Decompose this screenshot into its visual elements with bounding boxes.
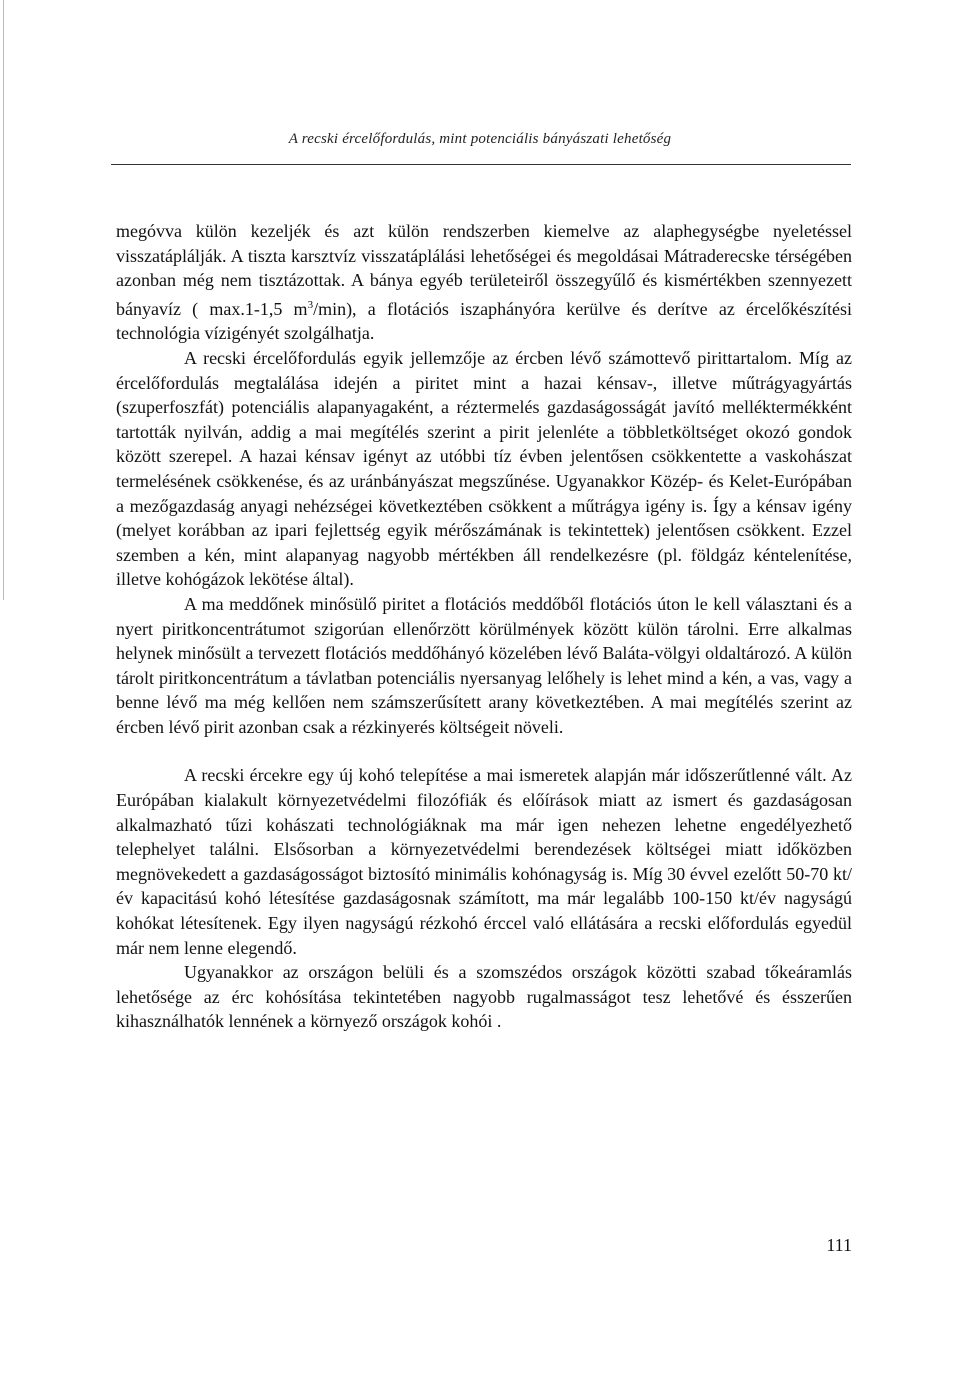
page-number: 111 <box>826 1235 852 1255</box>
paragraph-3: A ma meddőnek minősülő piritet a flotációs meddőből flotációs úton le kell választani és a nyert piritkoncentrátumot szigorúan ellenőrzött körülmények között külön tárolni. Erre alkalmas helynek minősült a tervezett flotációs meddőhányó közelében lévő Baláta-völgyi oldaltározó. A külön tárolt piritkoncentrátum a távlatban potenciális nyersanyag lelőhely is lehet mind a kén, a vas, vagy a benne lévő ma még kellően nem számszerűsített arany következtében. A mai megítélés szerint az ércben lévő pirit azonban csak a rézkinyerés költségeit növeli. <box>116 593 852 737</box>
running-header: A recski ércelőfordulás, mint potenciális bányászati lehetőség <box>288 131 672 147</box>
paragraph-1 <box>116 219 852 346</box>
paragraph-5: Ugyanakkor az országon belüli és a szomszédos országok közötti szabad tőkeáramlás lehetősége az érc kohósítása tekintetében nagyobb rugalmasságot tesz lehetővé és ésszerűen kihasználhatók lennének a környező országok kohói . <box>116 962 852 1032</box>
paragraph-2: A recski ércelőfordulás egyik jellemzője az ércben lévő számottevő pirittartalom. Míg az ércelőfordulás megtalálása idején a piritet mint a hazai kénsav-, illetve műtrágyagyártás (szuperfoszfát) potenciális alapanyagaként, a réztermelés gazdaságosságát javító melléktermékként tartották nyilván, addig a mai megítélés szerint a pirit jelenléte a többletköltséget okozó gondok között szerepel. A hazai kénsav igényt az utóbbi tíz évben jelentősen csökkentette a vaskohászat termelésének csökkenése, és az uránbányászat megszűnése. Ugyanakkor Közép- és Kelet-Európában a mezőgazdaság anyagi nehézségei következtében csökkent a műtrágya igény is. Így a kénsav igény (melyet korábban az ipari fejlettség egyik mérőszámának is tekintettek) jelentősen csökkent. Ezzel szemben a kén, mint alapanyag nagyobb mértékben áll rendelkezésre (pl. földgáz kéntelenítése, illetve kohógázok lekötése által). <box>116 347 852 590</box>
paragraph-1-pre: megóvva külön kezeljék és azt külön rendszerben kiemelve az alaphegységbe nyeletéssel visszatáplálják. A tiszta karsztvíz visszatáplálási lehetőségei és megoldásai Mátraderecske térségében azonban még nem tisztázottak. A bánya egyéb területeiről összegyűlő és kismértékben szennyezett bányavíz ( max.1-1,5 m <box>116 221 852 319</box>
superscript-3: 3 <box>307 298 314 311</box>
header-rule <box>111 164 851 165</box>
paragraph-4: A recski ércekre egy új kohó telepítése a mai ismeretek alapján már időszerűtlenné vált. Az Európában kialakult környezetvédelmi filozófiák és előírások miatt az ismert és gazdaságosan alkalmazható tűzi kohászati technológiáknak ma már igen nehezen lehetne engedélyezhető telephelyet találni. Elsősorban a környezetvédelmi berendezések költségei miatt időközben megnövekedett a gazdaságosságot biztosító minimális kohónagyság is. Míg 30 évvel ezelőtt 50-70 kt/év kapacitású kohó létesítése gazdaságosnak számított, ma már legalább 100-150 kt/év nagyságú kohókat létesítenek. Egy ilyen nagyságú rézkohó érccel való ellátására a recski előfordulás egyedül már nem lenne elegendő. <box>116 765 852 958</box>
paragraph-1-post: /min), a flotációs iszaphányóra kerülve és derítve az ércelőkészítési technológia vízigényét szolgálhatja. <box>116 298 852 344</box>
body-text <box>116 219 852 1034</box>
scan-edge-line <box>3 0 4 600</box>
